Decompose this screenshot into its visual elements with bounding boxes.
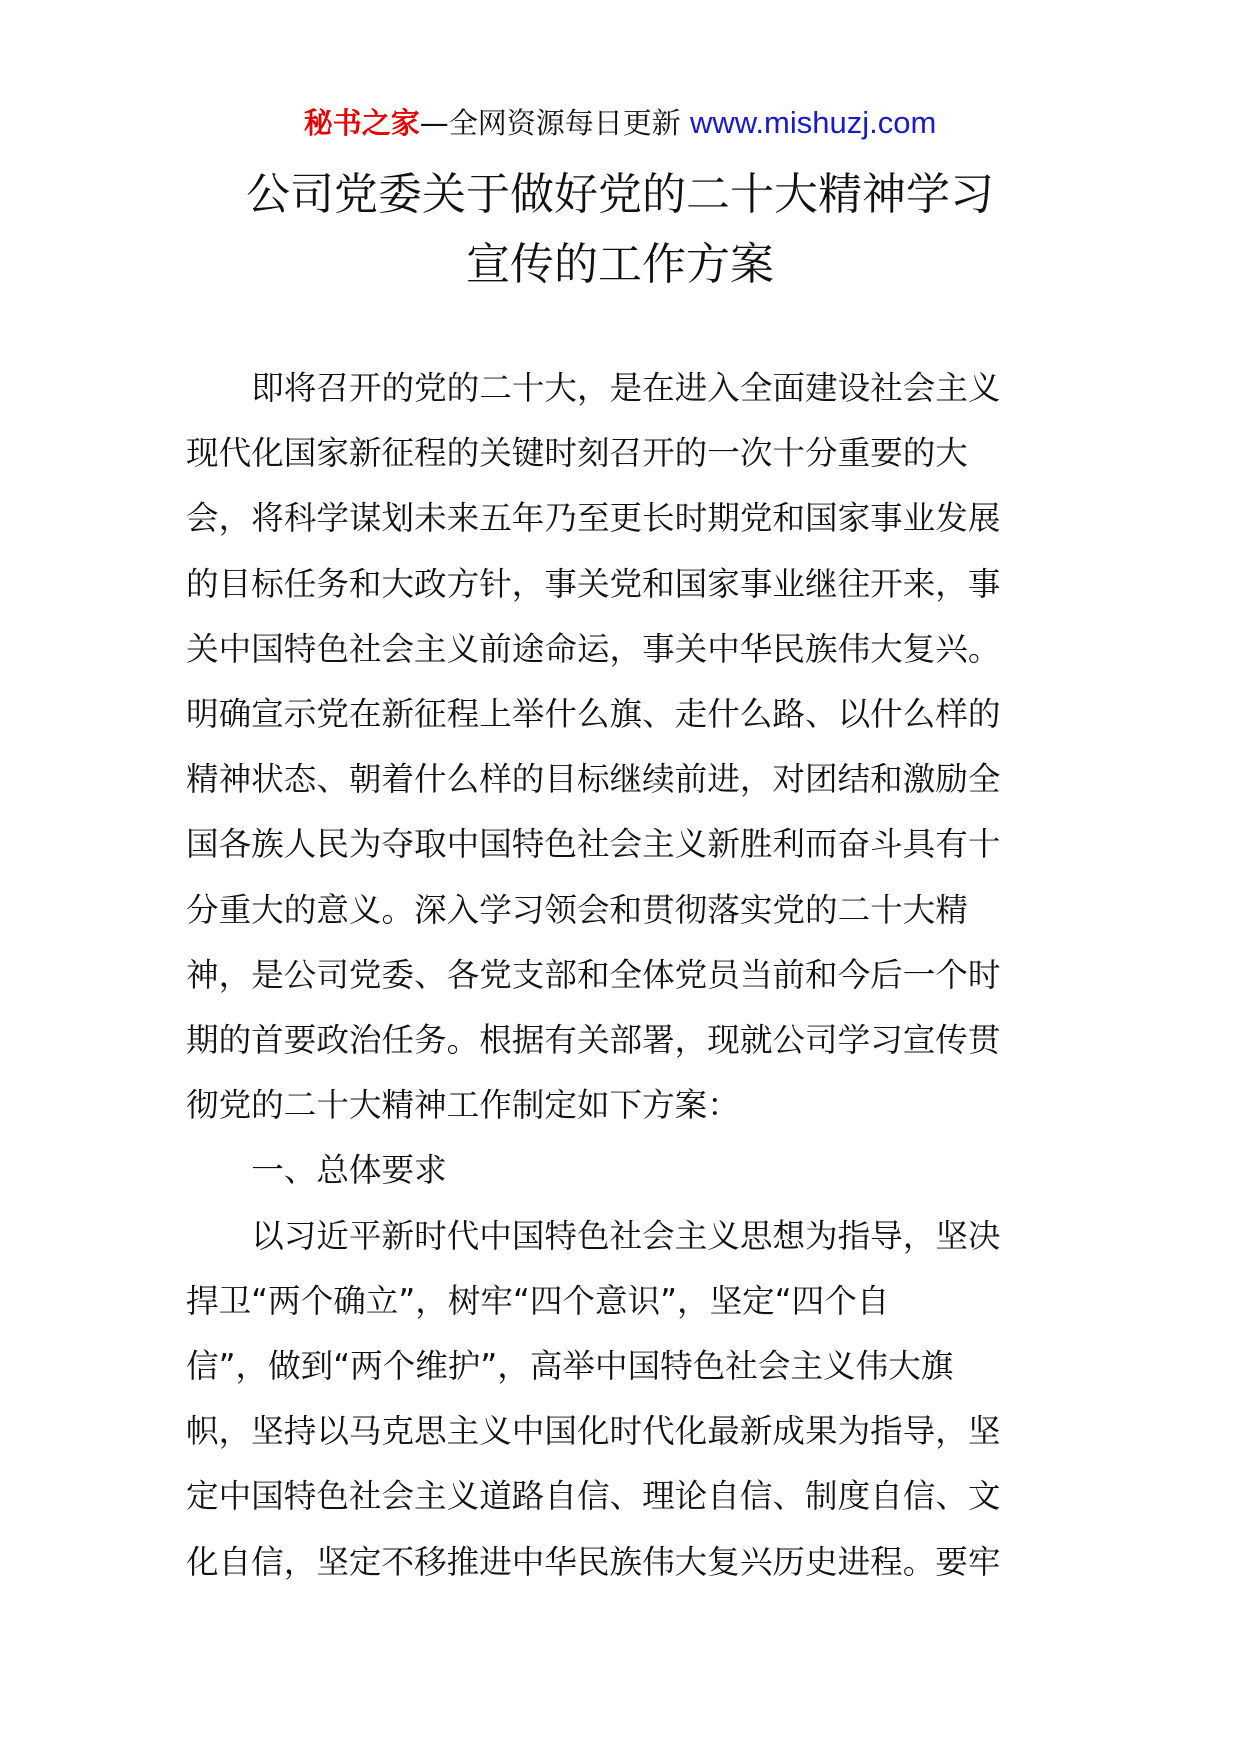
requirements-paragraph <box>186 1204 1056 1595</box>
text-line: 捍卫“两个确立”，树牢“四个意识”，坚定“四个自 <box>186 1281 890 1320</box>
text-line: 分重大的意义。深入学习领会和贯彻落实党的二十大精 <box>186 890 968 929</box>
text-line: 信”，做到“两个维护”，高举中国特色社会主义伟大旗 <box>186 1347 954 1386</box>
text-line: 精神状态、朝着什么样的目标继续前进，对团结和激励全 <box>186 760 1001 799</box>
text-line: 关中国特色社会主义前途命运，事关中华民族伟大复兴。 <box>186 629 1001 668</box>
banner-tagline: 全网资源每日更新 <box>448 106 681 140</box>
text-line: 以习近平新时代中国特色社会主义思想为指导，坚决 <box>251 1216 1001 1255</box>
banner-dash: — <box>419 106 449 140</box>
text-line: 定中国特色社会主义道路自信、理论自信、制度自信、文 <box>186 1477 1001 1516</box>
document-title <box>0 160 1240 300</box>
text-line: 国各族人民为夺取中国特色社会主义新胜利而奋斗具有十 <box>186 825 1001 864</box>
banner-url: www.mishuzj.com <box>689 105 937 140</box>
title-line-2: 宣传的工作方案 <box>466 239 774 290</box>
text-line: 的目标任务和大政方针，事关党和国家事业继往开来，事 <box>186 564 1001 603</box>
title-line-1: 公司党委关于做好党的二十大精神学习 <box>246 169 994 220</box>
text-line: 明确宣示党在新征程上举什么旗、走什么路、以什么样的 <box>186 695 1001 734</box>
section-heading <box>186 1138 1056 1203</box>
banner-brand: 秘书之家 <box>303 106 420 140</box>
text-line: 帜，坚持以马克思主义中国化时代化最新成果为指导，坚 <box>186 1412 1001 1451</box>
text-line: 会，将科学谋划未来五年乃至更长时期党和国家事业发展 <box>186 499 1001 538</box>
document-body <box>186 356 1056 1595</box>
text-line: 期的首要政治任务。根据有关部署，现就公司学习宣传贯 <box>186 1021 1001 1060</box>
intro-paragraph <box>186 356 1056 1138</box>
text-line: 现代化国家新征程的关键时刻召开的一次十分重要的大 <box>186 434 968 473</box>
heading-text: 一、总体要求 <box>251 1151 447 1190</box>
text-line: 化自信，坚定不移推进中华民族伟大复兴历史进程。要牢 <box>186 1542 1001 1581</box>
text-line: 神，是公司党委、各党支部和全体党员当前和今后一个时 <box>186 955 1001 994</box>
text-line: 即将召开的党的二十大，是在进入全面建设社会主义 <box>251 369 1001 407</box>
watermark-banner <box>0 102 1240 144</box>
text-line: 彻党的二十大精神工作制定如下方案： <box>186 1086 740 1125</box>
